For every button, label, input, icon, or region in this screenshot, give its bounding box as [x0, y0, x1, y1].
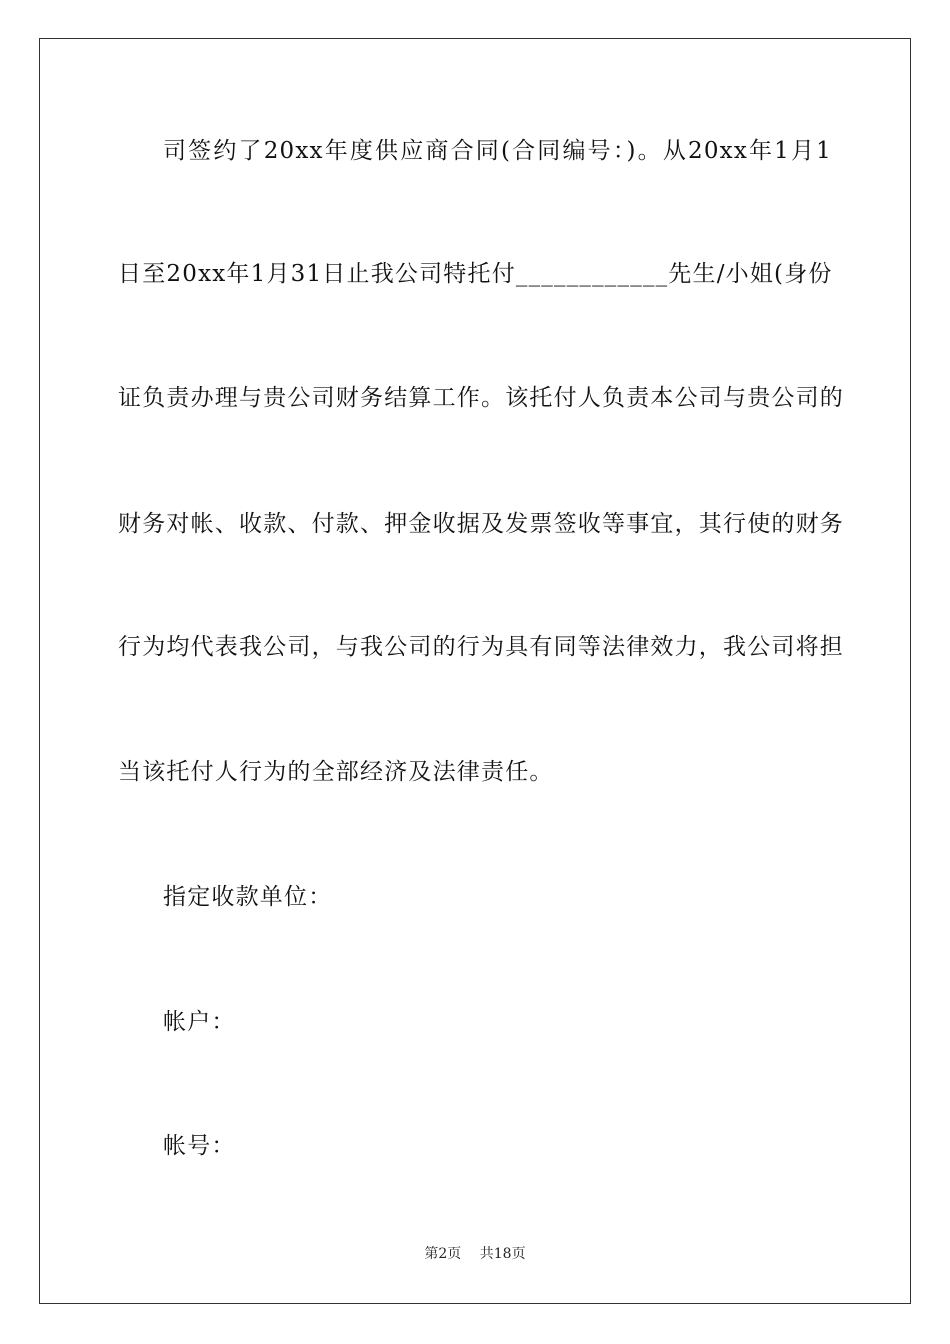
paragraph-line-4: 财务对帐、收款、付款、押金收据及发票签收等事宜，其行使的财务 [118, 511, 844, 537]
account-name-label: 帐户： [163, 1009, 236, 1035]
page-frame [39, 38, 911, 1304]
paragraph-line-3: 证负责办理与贵公司财务结算工作。该托付人负责本公司与贵公司的 [118, 385, 844, 411]
account-number-label: 帐号： [163, 1133, 236, 1159]
paragraph-line-5: 行为均代表我公司，与我公司的行为具有同等法律效力，我公司将担 [118, 634, 844, 660]
page-total: 共18页 [479, 1246, 526, 1262]
paragraph-line-6: 当该托付人行为的全部经济及法律责任。 [118, 759, 554, 785]
page-number: 第2页 [424, 1246, 462, 1262]
page-footer [0, 1245, 950, 1263]
payee-unit-label: 指定收款单位： [163, 884, 333, 910]
paragraph-line-2: 日至20xx年1月31日止我公司特托付____________先生/小姐(身份 [118, 261, 833, 287]
paragraph-line-1: 司签约了20xx年度供应商合同(合同编号：)。从20xx年1月1 [163, 138, 832, 164]
